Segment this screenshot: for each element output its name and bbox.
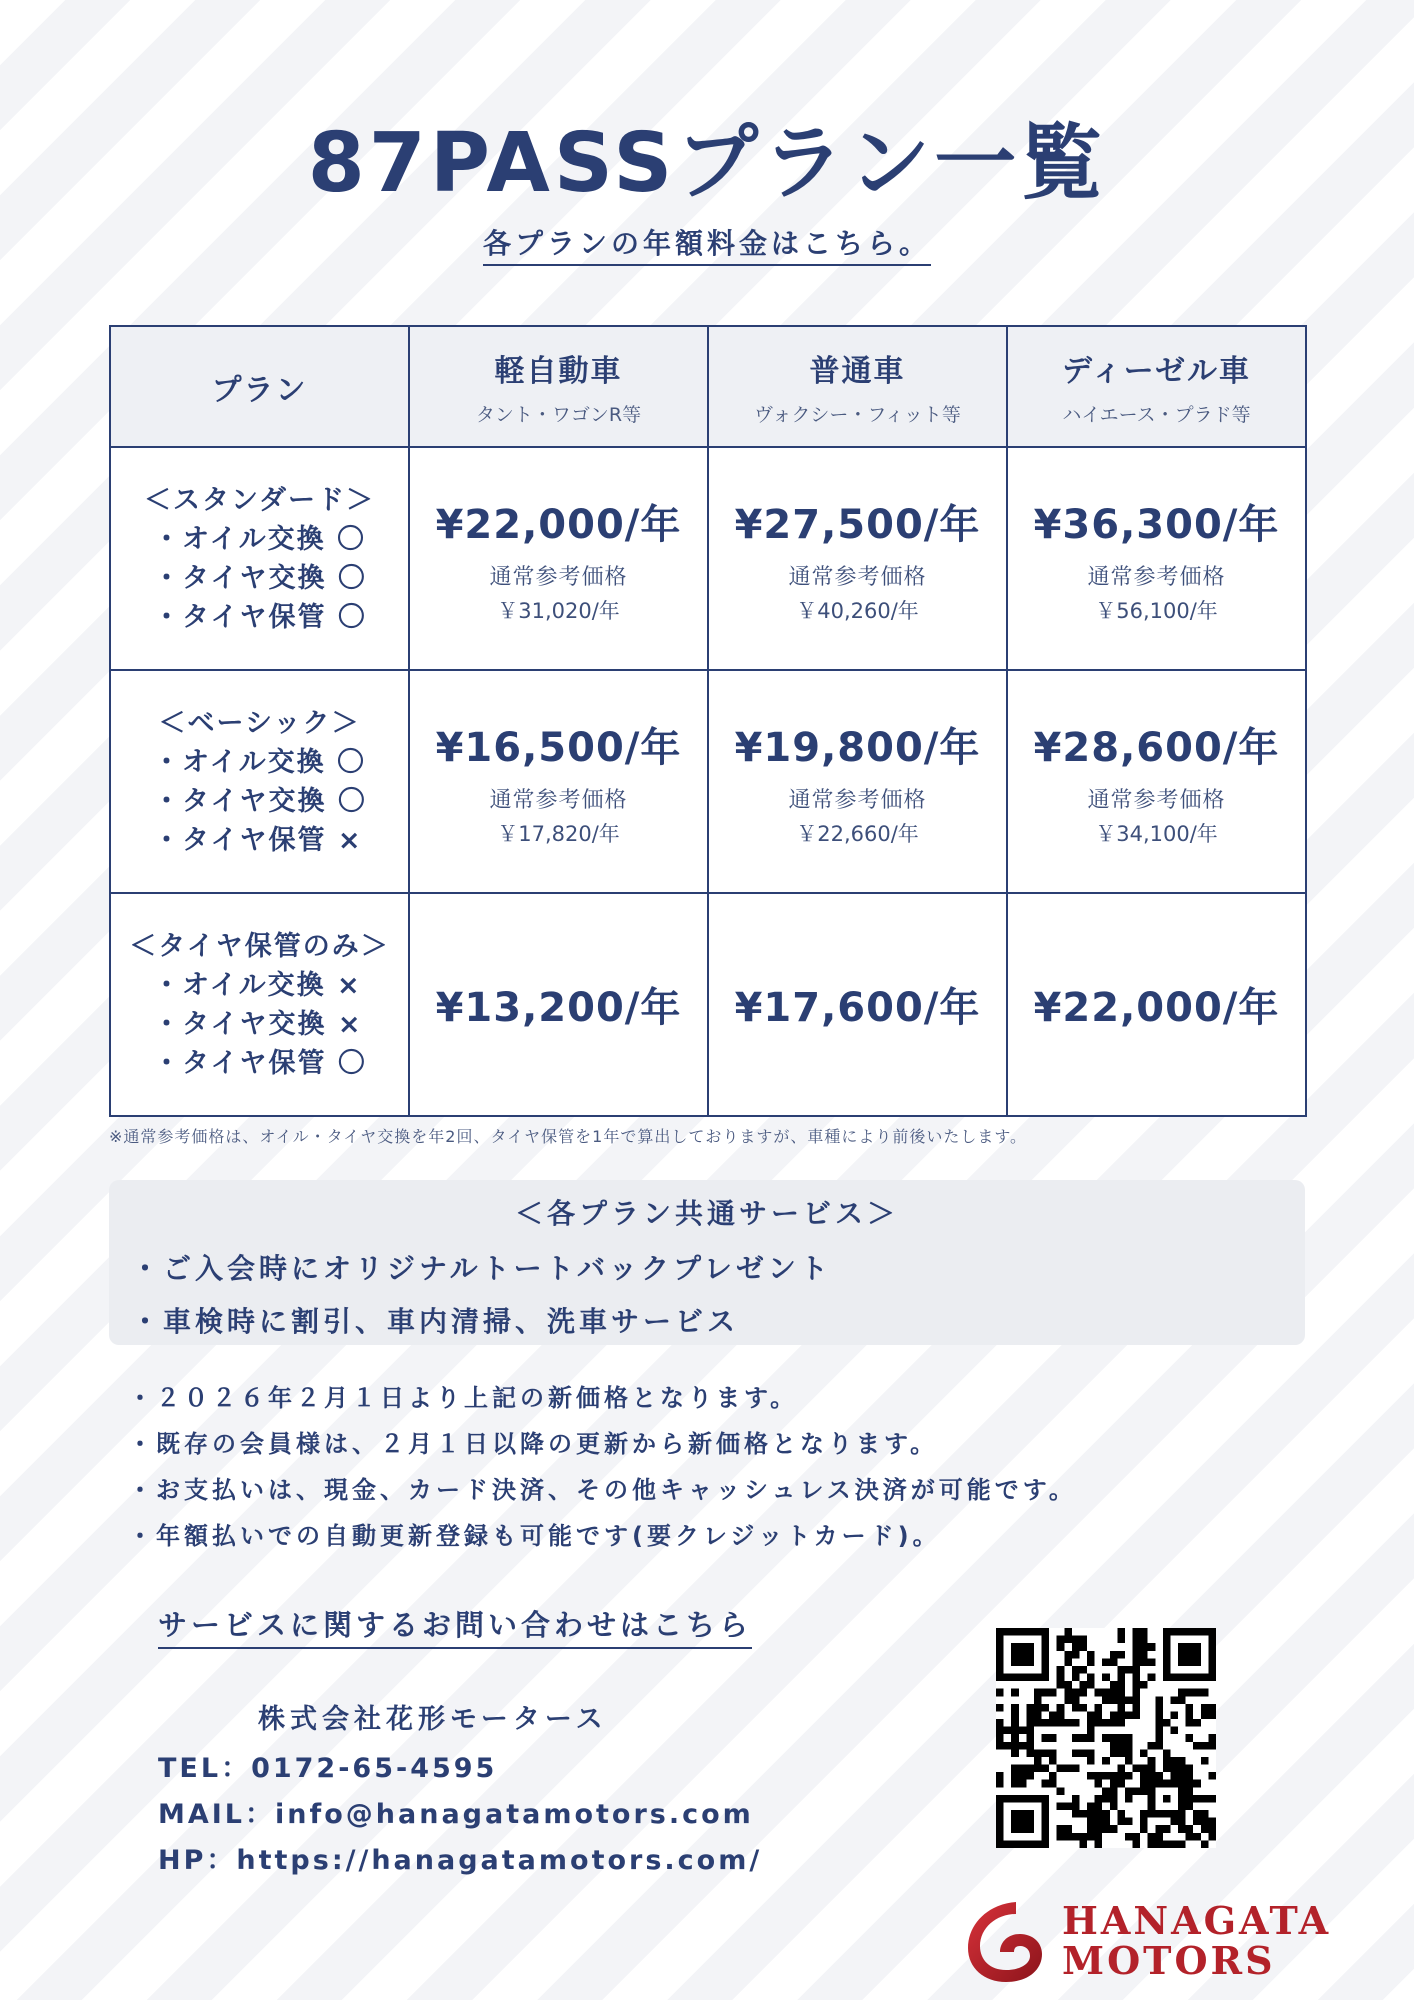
price-value: ¥16,500/年 xyxy=(435,724,682,771)
header-regular-examples: ヴォクシー・フィット等 xyxy=(754,404,961,426)
price-cell xyxy=(409,670,708,893)
plan-row-standard xyxy=(110,447,1306,670)
mail-line[interactable]: MAIL：info@hanagatamotors.com xyxy=(158,1799,754,1830)
plan-table xyxy=(109,325,1307,1117)
page-title: 87PASSプラン一覧 xyxy=(307,116,1107,211)
plan-feature: ・タイヤ交換 〇 xyxy=(153,562,367,594)
reference-price: ￥56,100/年 xyxy=(1095,598,1218,623)
reference-price: ￥40,260/年 xyxy=(796,598,919,623)
header-regular-name: 普通車 xyxy=(809,354,906,389)
price-value: ¥17,600/年 xyxy=(734,985,981,1031)
price-cell xyxy=(1007,670,1306,893)
plan-feature: ・タイヤ交換 × xyxy=(153,1008,363,1040)
qr-code-icon[interactable] xyxy=(996,1628,1216,1848)
common-services-title: ＜各プラン共通サービス＞ xyxy=(514,1197,899,1230)
subtitle-text: 各プランの年額料金はこちら。 xyxy=(483,227,931,266)
reference-price: ￥17,820/年 xyxy=(497,821,620,846)
page-subtitle xyxy=(0,222,1414,262)
price-cell xyxy=(708,447,1007,670)
price-value: ¥28,600/年 xyxy=(1033,724,1280,771)
notice-item: ・２０２６年２月１日より上記の新価格となります。 xyxy=(128,1384,799,1412)
reference-label: 通常参考価格 xyxy=(788,787,927,813)
reference-price: ￥31,020/年 xyxy=(497,598,620,623)
plan-row-basic xyxy=(110,670,1306,893)
price-cell xyxy=(1007,893,1306,1116)
price-value: ¥36,300/年 xyxy=(1033,501,1280,548)
plan-feature: ・オイル交換 〇 xyxy=(153,746,367,778)
reference-label: 通常参考価格 xyxy=(1087,564,1226,590)
plan-cell xyxy=(110,893,409,1116)
header-diesel-cell xyxy=(1007,326,1306,447)
header-plan-label: プラン xyxy=(211,372,308,408)
price-footnote: ※通常参考価格は、オイル・タイヤ交換を年2回、タイヤ保管を1年で算出しておりますが、車種により前後いたします。 xyxy=(109,1127,1028,1146)
price-cell xyxy=(409,893,708,1116)
plan-row-tire-storage xyxy=(110,893,1306,1116)
plan-name: ＜ベーシック＞ xyxy=(158,707,361,739)
reference-label: 通常参考価格 xyxy=(489,564,628,590)
plan-cell xyxy=(110,670,409,893)
price-value: ¥22,000/年 xyxy=(435,501,682,548)
company-name: 株式会社花形モータース xyxy=(258,1704,608,1735)
plan-feature: ・タイヤ保管 〇 xyxy=(153,1047,367,1079)
reference-label: 通常参考価格 xyxy=(1087,787,1226,813)
logo-mark-icon xyxy=(958,1898,1058,1984)
reference-label: 通常参考価格 xyxy=(788,564,927,590)
price-cell xyxy=(1007,447,1306,670)
plan-feature: ・タイヤ保管 〇 xyxy=(153,601,367,633)
contact-heading-link[interactable]: サービスに関するお問い合わせはこちら xyxy=(158,1603,752,1649)
price-value: ¥13,200/年 xyxy=(435,985,682,1031)
header-kei-cell xyxy=(409,326,708,447)
plan-name: ＜スタンダード＞ xyxy=(144,484,375,516)
plan-cell xyxy=(110,447,409,670)
price-cell xyxy=(708,670,1007,893)
reference-label: 通常参考価格 xyxy=(489,787,628,813)
plan-feature: ・タイヤ保管 × xyxy=(153,824,363,856)
plan-feature: ・タイヤ交換 〇 xyxy=(153,785,367,817)
price-cell xyxy=(409,447,708,670)
header-diesel-name: ディーゼル車 xyxy=(1062,354,1251,389)
header-plan-cell xyxy=(110,326,409,447)
notice-item: ・年額払いでの自動更新登録も可能です(要クレジットカード)。 xyxy=(128,1522,941,1550)
hanagata-motors-logo xyxy=(958,1896,1398,1986)
notice-item: ・既存の会員様は、２月１日以降の更新から新価格となります。 xyxy=(128,1430,939,1458)
reference-price: ￥22,660/年 xyxy=(796,821,919,846)
price-value: ¥19,800/年 xyxy=(734,724,981,771)
price-value: ¥27,500/年 xyxy=(734,501,981,548)
common-service-item: ・車検時に割引、車内清掃、洗車サービス xyxy=(131,1305,740,1338)
price-value: ¥22,000/年 xyxy=(1033,985,1280,1031)
logo-line-2: MOTORS xyxy=(1062,1938,1276,1983)
notice-item: ・お支払いは、現金、カード決済、その他キャッシュレス決済が可能です。 xyxy=(128,1476,1077,1504)
header-regular-cell xyxy=(708,326,1007,447)
plan-feature: ・オイル交換 × xyxy=(153,969,362,1001)
reference-price: ￥34,100/年 xyxy=(1095,821,1218,846)
common-service-item: ・ご入会時にオリジナルトートバックプレゼント xyxy=(131,1252,832,1285)
plan-table-header xyxy=(110,326,1306,447)
hp-line[interactable]: HP：https://hanagatamotors.com/ xyxy=(158,1845,763,1876)
header-kei-name: 軽自動車 xyxy=(494,354,623,389)
plan-feature: ・オイル交換 〇 xyxy=(153,523,367,555)
price-cell xyxy=(708,893,1007,1116)
plan-name: ＜タイヤ保管のみ＞ xyxy=(129,930,390,962)
logo-line-1: HANAGATA xyxy=(1062,1898,1332,1943)
common-services-panel xyxy=(109,1180,1305,1345)
header-diesel-examples: ハイエース・プラド等 xyxy=(1062,404,1251,426)
tel-line[interactable]: TEL：0172-65-4595 xyxy=(158,1753,498,1784)
header-kei-examples: タント・ワゴンR等 xyxy=(475,404,642,426)
